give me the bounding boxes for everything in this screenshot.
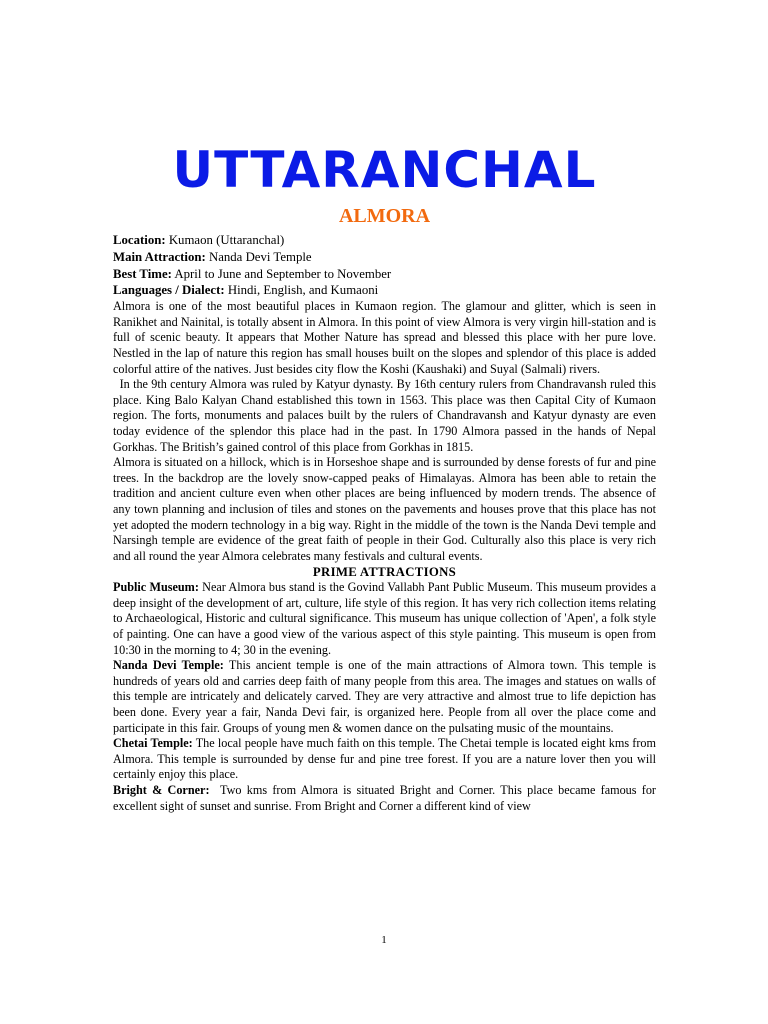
attraction-text: The local people have much faith on this temple. The Chetai temple is located eight kms from Almora. This temple is surrounded by dense fur and pine tree forest. If you are a nature lover then you will certainly enjoy this place. xyxy=(113,736,656,782)
attraction-label: Chetai Temple: xyxy=(113,736,193,751)
info-besttime-label: Best Time: xyxy=(113,266,172,281)
page-subtitle: ALMORA xyxy=(338,205,431,227)
info-attraction-value: Nanda Devi Temple xyxy=(208,249,312,264)
info-languages-label: Languages / Dialect: xyxy=(113,283,225,298)
info-attraction xyxy=(113,249,656,266)
intro-paragraph-1: Almora is one of the most beautiful places in Kumaon region. The glamour and glitter, which is seen in Ranikhet and Nainital, is totally absent in Almora. In this point of view Almora is very virgin hill-station and is full of scenic beauty. It appears that Mother Nature has spread and blessed this place with her pure love. Nestled in the lap of nature this region has small houses built on the slopes and splendor of this place is added colorful attire of the natives. Just besides city flow the Koshi (Kaushaki) and Suyal (Salmali) rivers. xyxy=(113,299,656,376)
info-block xyxy=(113,232,656,299)
info-languages xyxy=(113,282,656,299)
document-page xyxy=(113,138,656,814)
attraction-text: Near Almora bus stand is the Govind Vallabh Pant Public Museum. This museum provides a deep insight of the development of art, culture, life style of this region. It has very rich collection items relating to Archaeological, Historic and cultural significance. This museum has unique collection of 'Apen', a folk style of painting. One can have a good view of the various aspect of this style painting. This museum is open from 10:30 in the morning to 4; 30 in the evening. xyxy=(113,580,656,657)
attraction-bright-corner xyxy=(113,783,656,814)
info-location-value: Kumaon (Uttaranchal) xyxy=(168,233,285,247)
info-languages-value: Hindi, English, and Kumaoni xyxy=(227,283,379,298)
attraction-label: Public Museum: xyxy=(113,580,199,595)
attraction-chetai-temple xyxy=(113,736,656,783)
section-heading: PRIME ATTRACTIONS xyxy=(312,565,457,580)
attraction-label: Nanda Devi Temple: xyxy=(113,658,224,673)
intro-paragraph-2: In the 9th century Almora was ruled by Katyur dynasty. By 16th century rulers from Chandravansh ruled this place. King Balo Kalyan Chand established this town in 1563. This place was then Capital City of Kumaon region. The forts, monuments and palaces built by the rulers of Chandravansh and Katyur dynasty are even today evidence of the splendor this place had in the past. In 1790 Almora passed in the hands of Nepal Gorkhas. The British’s gained control of this place from Gorkhas in 1815. xyxy=(113,377,656,454)
attraction-nanda-devi-temple xyxy=(113,658,656,736)
attraction-text: This ancient temple is one of the main attractions of Almora town. This temple is hundreds of years old and carries deep faith of many people from this area. The images and statues on walls of this temple are intricately and delicately carved. They are very attractive and almost true to life depiction has been done. Every year a fair, Nanda Devi fair, is organized here. People from all over the place come and participate in this fair. Groups of young men & women dance on the pulsating music of the mountains. xyxy=(113,658,657,735)
info-attraction-label: Main Attraction: xyxy=(113,249,206,264)
info-besttime-value: April to June and September to November xyxy=(174,266,392,281)
info-location-label: Location: xyxy=(113,233,166,247)
info-location xyxy=(113,232,656,249)
intro-paragraph-3: Almora is situated on a hillock, which is in Horseshoe shape and is surrounded by dense forests of fur and pine trees. In the backdrop are the lovely snow-capped peaks of Himalayas. Almora has been able to retain the tradition and ancient culture even when other places are being influenced by modern trends. The absence of any town planning and inclusion of tiles and stones on the pavements and houses prove that this place has not yet adopted the modern technology in a big way. Right in the middle of the town is the Nanda Devi temple and Narsingh temple are evidence of the great faith of people in their God. Culturally also this place is very rich and all round the year Almora celebrates many festivals and cultural events. xyxy=(113,455,656,563)
attraction-public-museum xyxy=(113,580,656,658)
attraction-label: Bright & Corner: xyxy=(113,783,210,797)
page-number: 1 xyxy=(381,934,387,946)
info-besttime xyxy=(113,266,656,283)
page-title: UTTARANCHAL xyxy=(172,141,597,199)
attraction-text: Two kms from Almora is situated Bright and Corner. This place became famous for excellent sight of sunset and sunrise. From Bright and Corner a different kind of view xyxy=(113,783,656,813)
